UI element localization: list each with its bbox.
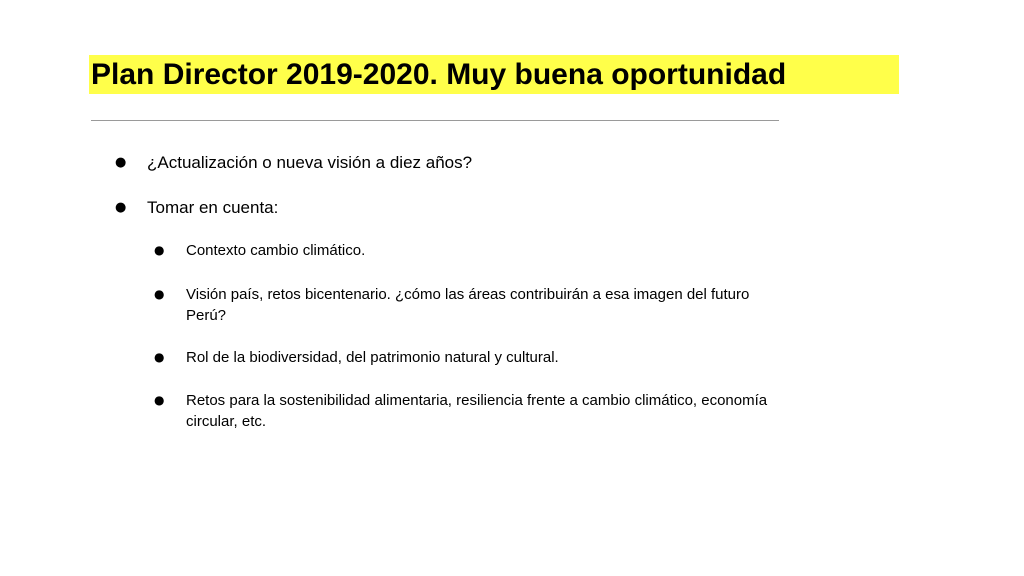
- sub-bullet-text: Rol de la biodiversidad, del patrimonio natural y cultural.: [186, 349, 559, 366]
- bullet-dot-icon: ●: [115, 200, 127, 215]
- bullet-dot-icon: ●: [115, 155, 127, 170]
- sub-bullet-text: Contexto cambio climático.: [186, 242, 366, 259]
- sub-bullet-line: Retos para la sostenibilidad alimentaria, resiliencia frente a cambio climático, economía: [186, 392, 768, 409]
- slide-title: Plan Director 2019-2020. Muy buena oportunidad: [91, 58, 787, 91]
- title-highlight: [89, 55, 899, 94]
- bullet-dot-icon: ●: [154, 243, 165, 257]
- sub-bullet-text: [186, 284, 866, 326]
- sub-bullet-line: Perú?: [186, 307, 227, 324]
- bullet-text: ¿Actualización o nueva visión a diez años?: [147, 153, 473, 172]
- bullet-dot-icon: ●: [154, 350, 165, 364]
- sub-bullet-line: circular, etc.: [186, 413, 267, 430]
- sub-bullet-line: Visión país, retos bicentenario. ¿cómo las áreas contribuirán a esa imagen del futuro: [186, 286, 750, 303]
- bullet-dot-icon: ●: [154, 287, 165, 301]
- bullet-dot-icon: ●: [154, 393, 165, 407]
- title-divider: [91, 120, 779, 121]
- bullet-text: Tomar en cuenta:: [147, 198, 279, 217]
- sub-bullet-text: [186, 390, 866, 432]
